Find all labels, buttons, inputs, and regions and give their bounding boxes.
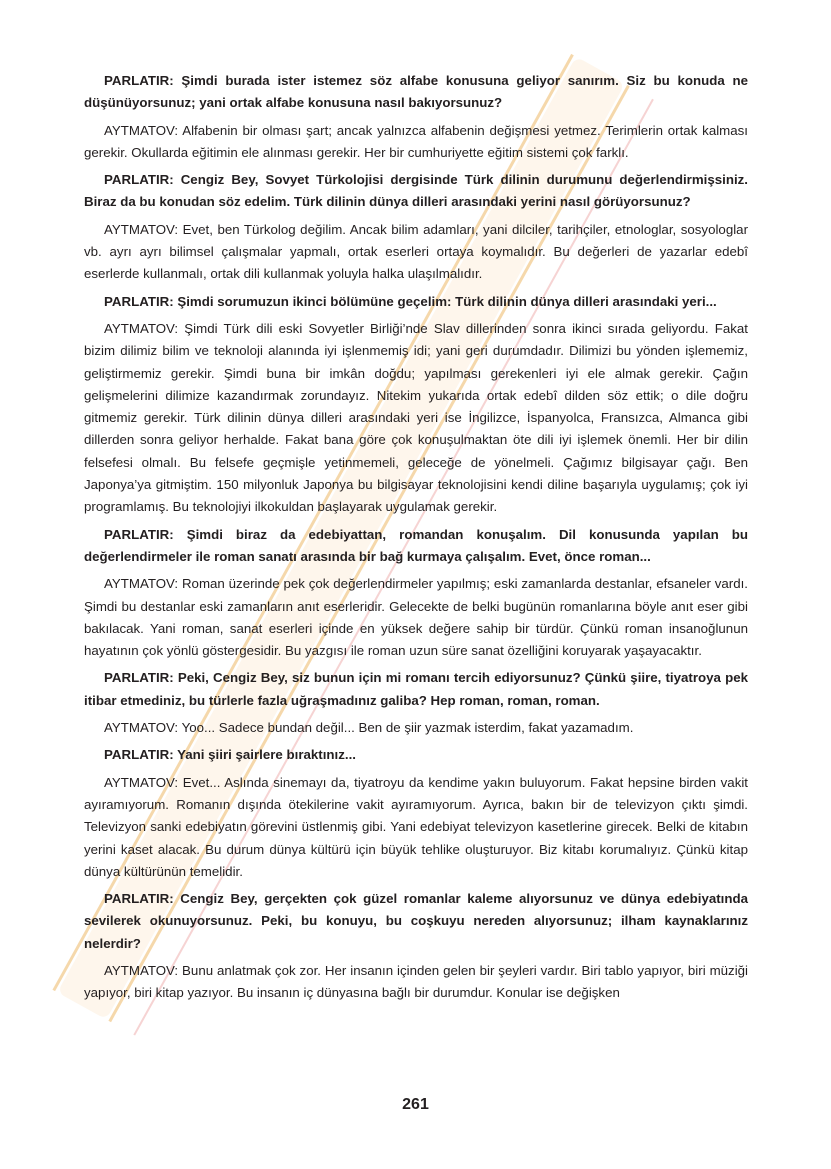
interview-answer: AYTMATOV: Roman üzerinde pek çok değerlendirmeler yapılmış; eski zamanlarda destanlar, efsaneler vardı. Şimdi bu destanlar eski zamanların anıt eserleridir. Gelecekte de belki bugünün romanlarına böyle anıt eser gibi bakılacak. Yani roman, sanat eserleri içinde en yüksek değere sahip bir türdür. Çünkü roman insanoğlunun hayatının çok yönlü göstergesidir. Bu yazgısı ile roman uzun süre sanat özelliğini koruyarak yaşayacaktır.	[84, 576, 748, 659]
interview-question: PARLATIR: Peki, Cengiz Bey, siz bunun için mi romanı tercih ediyorsunuz? Çünkü şiire, tiyatroya pek itibar etmediniz, bu türlerle fazla uğraşmadınız galiba? Hep roman, roman, roman.	[84, 670, 748, 708]
interview-answer: AYTMATOV: Şimdi Türk dili eski Sovyetler Birliği’nde Slav dillerinden sonra ikinci sırada geliyordu. Fakat bizim dilimiz bilim ve teknoloji alanında iyi işlenmemiş idi; yani geri durumdadır. Dilimizi bu yönden işlememiz, geliştirmemiz gerekir. Şimdi buna bir imkân doğdu; yapılması gerekenleri iyi ele almak gerekir. Çağın gelişmelerini dilimize kazandırmak zorundayız. Nitekim yukarıda ortak edebî dilden söz ettik; o dile doğru gitmemiz gerekir. Türk dilinin dünya dilleri arasındaki yeri ise İngilizce, İspanyolca, Fransızca, Almanca gibi dillerden sonra geliyor herhalde. Fakat bana göre çok konuşulmaktan öte dili iyi işlemek önemli. Her bir dilin felsefesi olmalı. Bu felsefe geçmişle yetinmemeli, geleceğe de yönelmeli. Çağımız bilgisayar çağı. Ben Japonya’ya gitmiştim. 150 milyonluk Japonya bu bilgisayar teknolojisini kendi diline başarıyla uygulamış; çok iyi programlamış. Bu teknolojiyi ilkokuldan başlayarak uygulamak gerekir.	[84, 320, 748, 515]
interview-answer: AYTMATOV: Evet... Aslında sinemayı da, tiyatroyu da kendime yakın buluyorum. Fakat hepsine birden vakit ayıramıyorum. Romanın dışında ötekilerine vakit ayıramıyorum. Ayrıca, bakın bir de televizyon çıktı şimdi. Televizyon sanki edebiyatın görevini üstlenmiş gibi. Yani edebiyat televizyon kasetlerine girecek. Belki de kitabın yerini kaset alacak. Bu durum dünya kültürü için büyük tehlike oluşturuyor. Biz kitabı korumalıyız. Çünkü kitap dünya kültürünün temelidir.	[84, 774, 748, 879]
interview-answer: AYTMATOV: Alfabenin bir olması şart; ancak yalnızca alfabenin değişmesi yetmez. Terimlerin ortak kalması gerekir. Okullarda eğitimin ele alınması gerekir. Her bir cumhuriyette eğitim sistemi çok farklı.	[84, 122, 748, 160]
page-content	[84, 70, 748, 1010]
interview-question: PARLATIR: Şimdi sorumuzun ikinci bölümüne geçelim: Türk dilinin dünya dilleri arasındaki yeri...	[104, 293, 717, 309]
interview-question: PARLATIR: Şimdi burada ister istemez söz alfabe konusuna geliyor sanırım. Siz bu konuda ne düşünüyorsunuz; yani ortak alfabe konusuna nasıl bakıyorsunuz?	[84, 73, 748, 111]
interview-question: PARLATIR: Cengiz Bey, Sovyet Türkolojisi dergisinde Türk dilinin durumunu değerlendirmişsiniz. Biraz da bu konudan söz edelim. Türk dilinin dünya dilleri arasındaki yerini nasıl görüyorsunuz?	[84, 172, 748, 210]
interview-answer: AYTMATOV: Yoo... Sadece bundan değil... Ben de şiir yazmak isterdim, fakat yazamadım.	[104, 720, 634, 736]
interview-question: PARLATIR: Şimdi biraz da edebiyattan, romandan konuşalım. Dil konusunda yapılan bu değerlendirmeler ile roman sanatı arasında bir bağ kurmaya çalışalım. Evet, önce roman...	[84, 526, 748, 564]
page-number: 261	[402, 1096, 429, 1113]
interview-question: PARLATIR: Yani şiiri şairlere bıraktınız...	[104, 747, 356, 763]
interview-question: PARLATIR: Cengiz Bey, gerçekten çok güzel romanlar kaleme alıyorsunuz ve dünya edebiyatında sevilerek okunuyorsunuz. Peki, bu konuyu, bu coşkuyu nereden alıyorsunuz; ilham kaynaklarınız nelerdir?	[84, 891, 748, 951]
interview-answer: AYTMATOV: Evet, ben Türkolog değilim. Ancak bilim adamları, yani dilciler, tarihçiler, etnologlar, sosyologlar vb. ayrı ayrı bilimsel çalışmalar yapmalı, ortak eserleri ortaya koymalıdır. Bu değerleri de yazarlar edebî eserlerde kullanmalı, ortak dili kullanmak yoluyla halka ulaşılmalıdır.	[84, 221, 748, 282]
interview-answer: AYTMATOV: Bunu anlatmak çok zor. Her insanın içinden gelen bir şeyleri vardır. Biri tablo yapıyor, biri müziği yapıyor, biri kitap yazıyor. Bu insanın iç dünyasına bağlı bir durumdur. Konular ise değişken	[84, 962, 748, 1001]
